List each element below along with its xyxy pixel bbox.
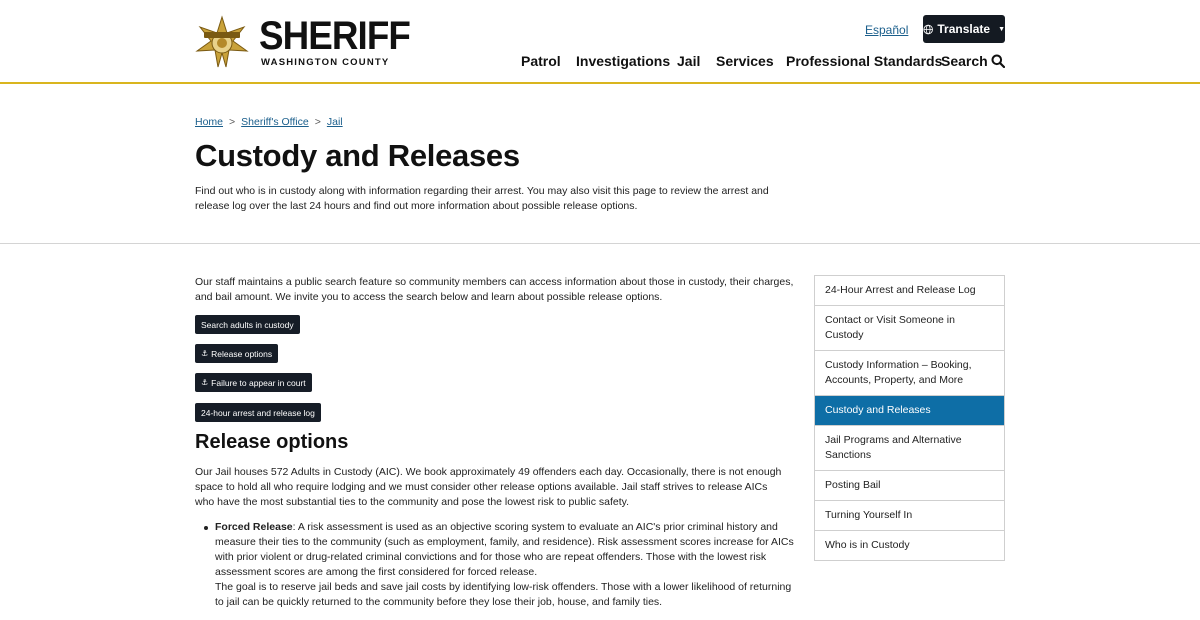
nav-jail[interactable]: Jail <box>677 53 701 69</box>
sidebar-item-turning-yourself-in[interactable]: Turning Yourself In <box>815 501 1004 531</box>
site-header <box>0 0 1200 84</box>
sidebar-item-who-is-in-custody[interactable]: Who is in Custody <box>825 539 910 551</box>
nav-investigations[interactable]: Investigations <box>576 53 671 69</box>
search-adults-label: Search adults in custody <box>201 319 294 330</box>
page-intro: Find out who is in custody along with information regarding their arrest. You may also visit this page to review the arrest and release log over the last 24 hours and find out more information about possible release options. <box>195 185 769 212</box>
list-item <box>215 520 800 610</box>
translate-button[interactable] <box>923 15 1005 43</box>
failure-to-appear-anchor-button[interactable] <box>195 373 312 392</box>
logo-county: WASHINGTON COUNTY <box>261 57 390 69</box>
breadcrumb-jail[interactable]: Jail <box>326 116 343 128</box>
caret-down-icon: ▼ <box>998 25 1005 33</box>
sidebar-item-arrest-release-log[interactable]: 24-Hour Arrest and Release Log <box>815 276 1004 306</box>
release-options-heading: Release options <box>195 431 349 453</box>
globe-icon <box>923 24 933 35</box>
sidebar-nav <box>814 275 1005 561</box>
translate-label: Translate <box>937 22 991 36</box>
failure-to-appear-label: Failure to appear in court <box>211 377 306 388</box>
anchor-icon: ⚓ <box>201 378 209 387</box>
nav-patrol[interactable]: Patrol <box>521 53 561 69</box>
nav-services[interactable]: Services <box>716 53 774 69</box>
sheriff-star-icon <box>195 15 249 69</box>
search-adults-button[interactable] <box>195 315 300 334</box>
breadcrumb-separator: > <box>229 116 236 128</box>
sidebar-item-custody-releases[interactable]: Custody and Releases <box>815 396 1004 426</box>
section-divider <box>0 243 1200 244</box>
sheriff-logo[interactable] <box>195 14 423 70</box>
search-icon <box>991 54 1005 68</box>
sidebar-item-posting-bail[interactable]: Posting Bail <box>815 471 1004 501</box>
sidebar-item-contact-visit[interactable]: Contact or Visit Someone in Custody <box>815 306 1004 351</box>
breadcrumb <box>195 116 343 128</box>
forced-release-goal-text: The goal is to reserve jail beds and save jail costs by identifying low-risk offenders. Those with a lower likelihood of returning to jail can be quickly returned to the community before they lose their job, house, and family ties. <box>215 581 792 608</box>
arrest-release-log-button[interactable] <box>195 403 321 422</box>
release-options-paragraph: Our Jail houses 572 Adults in Custody (AIC). We book approximately 49 offenders each day. Occasionally, there is not enough space to hold all who require lodging and we must consider other release options available. Jail staff strives to release AICs who have the most substantial ties to the community and pose the lowest risk to public safety. <box>195 466 782 508</box>
release-options-label: Release options <box>211 348 273 359</box>
nav-professional-standards[interactable]: Professional Standards <box>786 53 943 69</box>
arrest-release-log-label: 24-hour arrest and release log <box>201 407 315 418</box>
release-options-anchor-button[interactable] <box>195 344 278 363</box>
nav-search-label: Search <box>941 53 988 69</box>
forced-release-text: : A risk assessment is used as an objective scoring system to evaluate an AIC's prior criminal history and measure their ties to the community (such as employment, family, and residence). Risk assessment scores increase for AICs with prior violent or drug-related criminal convictions and for those who are repeat offenders. Those with the lowest risk assessment scores are among the first considered for forced release. <box>215 521 794 578</box>
breadcrumb-separator: > <box>314 116 321 128</box>
bullet-icon <box>204 526 208 530</box>
forced-release-term: Forced Release <box>215 521 293 533</box>
nav-search[interactable] <box>941 53 1005 69</box>
release-options-list <box>215 520 800 610</box>
anchor-icon: ⚓ <box>201 349 209 358</box>
page-title: Custody and Releases <box>195 138 520 173</box>
search-intro-paragraph: Our staff maintains a public search feature so community members can access information about those in custody, their charges, and bail amount. We invite you to access the search below and learn about possible release options. <box>195 276 794 303</box>
sidebar-item-jail-programs[interactable]: Jail Programs and Alternative Sanctions <box>815 426 1004 471</box>
spanish-language-link[interactable]: Español <box>865 23 909 37</box>
sidebar-item-custody-information[interactable]: Custody Information – Booking, Accounts, Property, and More <box>815 351 1004 396</box>
breadcrumb-sheriffs-office[interactable]: Sheriff's Office <box>241 116 309 128</box>
logo-wordmark: SHERIFF <box>259 14 410 59</box>
breadcrumb-home[interactable]: Home <box>195 116 224 128</box>
